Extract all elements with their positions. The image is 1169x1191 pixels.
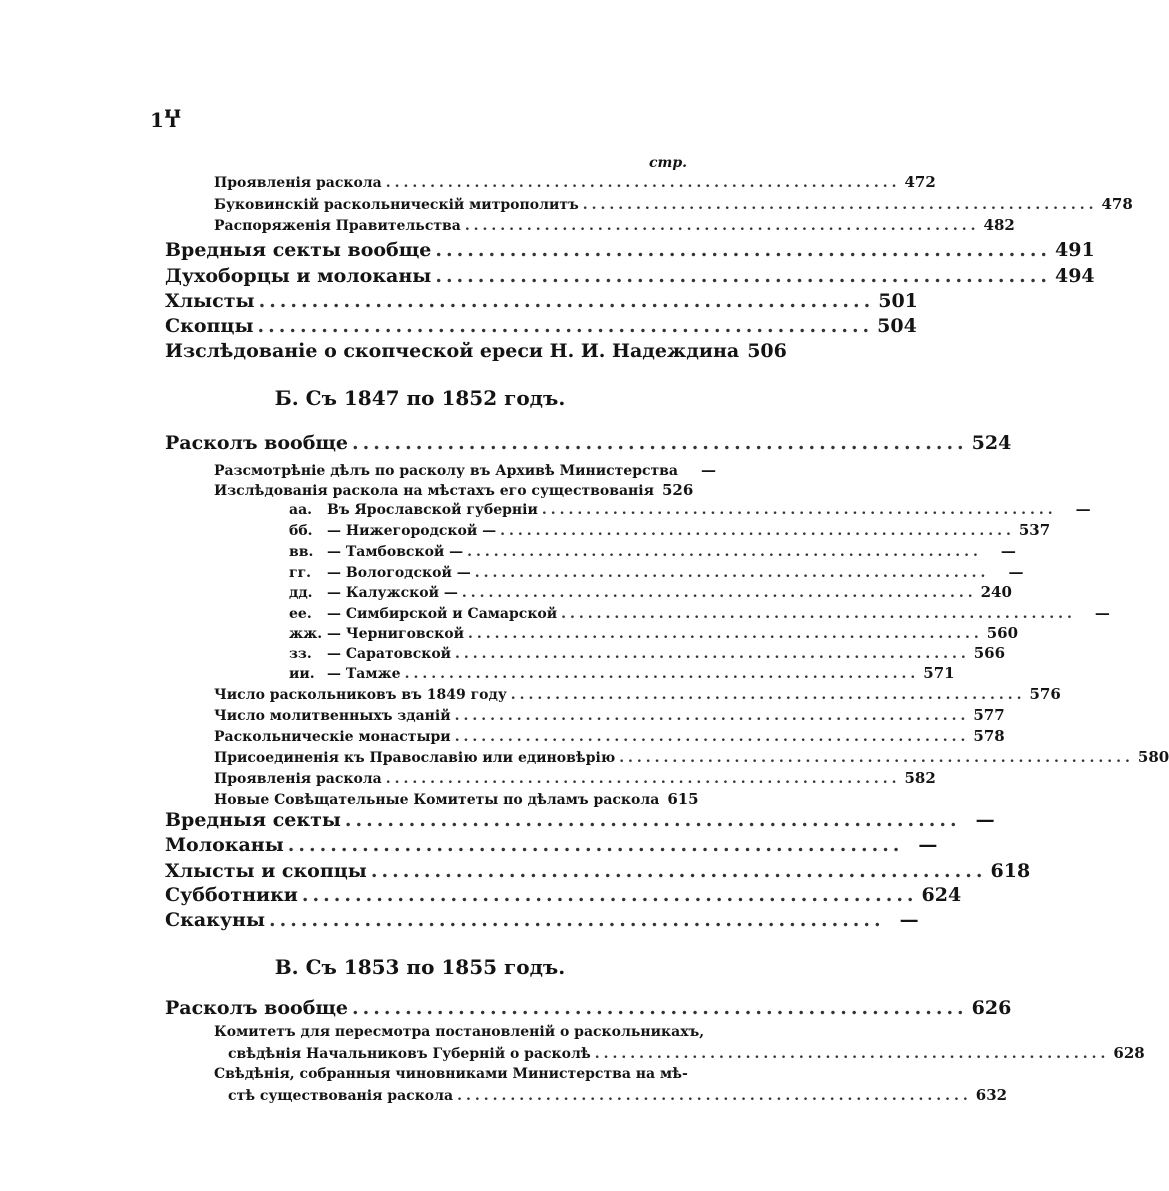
toc-entry-title: свѣдѣнія Начальниковъ Губерній о расколѣ bbox=[228, 1046, 591, 1062]
toc-entry-label: Хлысты bbox=[165, 290, 255, 312]
leader-dots: .......................................................... bbox=[385, 771, 901, 787]
toc-entry-title bbox=[165, 290, 255, 312]
toc-entry-title bbox=[214, 792, 659, 808]
toc-entry bbox=[165, 265, 1095, 287]
toc-entry bbox=[214, 727, 1005, 745]
toc-entry-code: ии. bbox=[289, 666, 315, 682]
leader-dots: .......................................................... bbox=[582, 197, 1098, 213]
toc-entry-title bbox=[289, 585, 458, 601]
toc-entry bbox=[165, 290, 918, 312]
toc-entry-label: — Черниговской bbox=[327, 626, 464, 642]
toc-entry-title bbox=[165, 909, 265, 931]
toc-entry-label: Субботники bbox=[165, 884, 298, 906]
toc-entry bbox=[228, 1044, 1145, 1062]
leader-dots: .......................................................... bbox=[561, 606, 1076, 622]
toc-entry-page: 501 bbox=[878, 290, 918, 312]
leader-dots: .......................................................... bbox=[352, 432, 968, 454]
toc-entry bbox=[165, 239, 1095, 261]
toc-entry-page: — bbox=[918, 834, 938, 856]
toc-entry-label: Число молитвенныхъ зданій bbox=[214, 708, 451, 724]
toc-entry bbox=[289, 521, 1051, 539]
leader-dots: .......................................................... bbox=[455, 646, 970, 662]
toc-entry-title bbox=[165, 340, 739, 362]
toc-entry-code: дд. bbox=[289, 585, 313, 601]
toc-entry-page: 560 bbox=[986, 624, 1019, 642]
toc-entry-page: 491 bbox=[1055, 239, 1095, 261]
toc-entry-page: 576 bbox=[1029, 685, 1061, 703]
toc-entry-label: Распоряженія Правительства bbox=[214, 218, 461, 234]
toc-entry-title bbox=[289, 565, 471, 581]
toc-entry-label: Проявленія раскола bbox=[214, 175, 382, 191]
toc-entry bbox=[214, 790, 699, 808]
toc-entry-page: 504 bbox=[877, 315, 917, 337]
toc-entry-title bbox=[289, 502, 538, 518]
toc-entry bbox=[165, 997, 1012, 1019]
leader-dots: .......................................................... bbox=[435, 265, 1051, 287]
toc-entry-page: — bbox=[1075, 500, 1091, 518]
toc-entry-label: — Тамбовской — bbox=[327, 544, 464, 560]
toc-entry-label: Хлысты и скопцы bbox=[165, 860, 367, 882]
toc-entry-page: 626 bbox=[971, 997, 1012, 1019]
leader-dots: .......................................................... bbox=[619, 750, 1134, 766]
toc-entry bbox=[165, 834, 938, 856]
toc-entry bbox=[289, 604, 1110, 622]
leader-dots: .......................................................... bbox=[404, 666, 920, 682]
toc-entry-page: 577 bbox=[973, 706, 1005, 724]
toc-entry-label: Скопцы bbox=[165, 315, 254, 337]
section-b-heading: Б. Съ 1847 по 1852 годъ. bbox=[274, 386, 566, 410]
toc-entry-title bbox=[165, 265, 431, 287]
toc-entry-code: аа. bbox=[289, 502, 313, 518]
leader-dots: .......................................................... bbox=[500, 523, 1015, 539]
toc-entry-label: — Тамже bbox=[327, 666, 401, 682]
toc-entry-label: Вредныя секты вообще bbox=[165, 239, 432, 261]
toc-entry-title bbox=[165, 884, 298, 906]
toc-entry-page: — bbox=[1094, 604, 1110, 622]
toc-entry bbox=[165, 315, 917, 337]
toc-entry-title bbox=[289, 544, 463, 560]
toc-entry-label: Раскольническіе монастыри bbox=[214, 729, 451, 745]
toc-entry-page: 472 bbox=[904, 173, 936, 191]
toc-entry-title bbox=[214, 197, 579, 213]
toc-entry-title bbox=[214, 750, 615, 766]
leader-dots: .......................................................... bbox=[370, 860, 987, 882]
toc-entry-title bbox=[214, 708, 451, 724]
section-v-heading: В. Съ 1853 по 1855 годъ. bbox=[274, 955, 566, 979]
toc-entry bbox=[289, 563, 1024, 581]
leader-dots: .......................................................... bbox=[461, 585, 977, 601]
toc-entry bbox=[214, 481, 694, 499]
toc-entry bbox=[165, 340, 787, 362]
toc-entry-page: 615 bbox=[667, 790, 699, 808]
toc-entry-title bbox=[214, 175, 382, 191]
leader-dots: .......................................................... bbox=[257, 315, 874, 337]
toc-entry-page: — bbox=[1008, 563, 1024, 581]
toc-entry-label: — Нижегородской — bbox=[327, 523, 497, 539]
toc-entry bbox=[214, 173, 936, 191]
toc-entry bbox=[214, 769, 936, 787]
toc-entry-code: ее. bbox=[289, 606, 312, 622]
toc-entry bbox=[214, 748, 1169, 766]
toc-entry-label: Проявленія раскола bbox=[214, 771, 382, 787]
leader-dots: .......................................................... bbox=[269, 909, 885, 931]
toc-entry-title: стѣ существованія раскола bbox=[228, 1088, 454, 1104]
leader-dots: .......................................................... bbox=[258, 290, 875, 312]
toc-entry bbox=[165, 909, 919, 931]
toc-entry-page: 566 bbox=[973, 644, 1006, 662]
toc-entry-page: 526 bbox=[661, 481, 694, 499]
toc-entry-label: Новые Совѣщательные Комитеты по дѣламъ раскола bbox=[214, 792, 660, 808]
toc-entry-page: 624 bbox=[921, 884, 962, 906]
toc-entry-label: Расколъ вообще bbox=[165, 432, 349, 454]
leader-dots: .......................................................... bbox=[352, 997, 968, 1019]
page-column-header: стр. bbox=[648, 155, 687, 171]
toc-entry-label: Буковинскій раскольническій митрополитъ bbox=[214, 197, 579, 213]
leader-dots: .......................................................... bbox=[454, 729, 970, 745]
toc-entry-title bbox=[214, 729, 451, 745]
toc-entry-title bbox=[165, 809, 341, 831]
toc-entry-page: 524 bbox=[971, 432, 1012, 454]
toc-entry-page: 494 bbox=[1054, 265, 1095, 287]
toc-entry bbox=[289, 583, 1012, 601]
toc-entry bbox=[289, 542, 1016, 560]
toc-entry-title bbox=[165, 239, 431, 261]
toc-entry-label: Скакуны bbox=[165, 909, 265, 931]
leader-dots: .......................................................... bbox=[467, 544, 982, 560]
toc-entry-title: Расколъ вообще bbox=[165, 997, 349, 1019]
toc-entry bbox=[165, 809, 995, 831]
leader-dots: .......................................................... bbox=[344, 809, 961, 831]
toc-entry-page: — bbox=[1000, 542, 1016, 560]
toc-entry bbox=[289, 644, 1006, 662]
leader-dots: .......................................................... bbox=[464, 218, 980, 234]
toc-entry-page: 478 bbox=[1101, 195, 1133, 213]
toc-entry-code: зз. bbox=[289, 646, 312, 662]
toc-entry-label: Число раскольниковъ въ 1849 году bbox=[214, 687, 507, 703]
toc-entry-page: — bbox=[899, 909, 919, 931]
leader-dots: .......................................................... bbox=[541, 502, 1057, 518]
toc-entry-title bbox=[165, 432, 348, 454]
toc-entry-page: 571 bbox=[923, 664, 955, 682]
toc-entry-page: 618 bbox=[990, 860, 1031, 882]
toc-entry bbox=[289, 624, 1019, 642]
toc-entry bbox=[214, 706, 1005, 724]
toc-entry-code: гг. bbox=[289, 565, 312, 581]
leader-dots: .......................................................... bbox=[301, 884, 918, 906]
toc-entry-title bbox=[165, 834, 284, 856]
leader-dots: .......................................................... bbox=[510, 687, 1026, 703]
toc-entry bbox=[289, 664, 955, 682]
toc-entry-label: — Вологодской — bbox=[327, 565, 471, 581]
leader-dots: .......................................................... bbox=[454, 708, 970, 724]
toc-entry-wrapped-line: Комитетъ для пересмотра постановленій о раскольникахъ, bbox=[214, 1024, 705, 1040]
toc-entry-page: 582 bbox=[904, 769, 936, 787]
leader-dots: .......................................................... bbox=[385, 175, 901, 191]
toc-entry bbox=[214, 685, 1061, 703]
toc-entry-page: 240 bbox=[980, 583, 1012, 601]
leader-dots: .......................................................... bbox=[594, 1046, 1110, 1062]
toc-entry-label: Изслѣдованіе о скопческой ереси Н. И. Надеждина bbox=[165, 340, 740, 362]
toc-entry-page: 632 bbox=[975, 1086, 1008, 1104]
toc-entry bbox=[165, 432, 1012, 454]
toc-entry-title bbox=[289, 626, 464, 642]
toc-entry-page: 482 bbox=[983, 216, 1015, 234]
toc-entry-label: Присоединенія къ Православію или единовѣрію bbox=[214, 750, 616, 766]
toc-entry-title bbox=[214, 483, 654, 499]
toc-entry-code: вв. bbox=[289, 544, 314, 560]
toc-entry-wrapped-line: Свѣдѣнія, собранныя чиновниками Министерства на мѣ- bbox=[214, 1066, 688, 1082]
toc-entry-page: 578 bbox=[973, 727, 1005, 745]
toc-entry-title bbox=[165, 860, 367, 882]
toc-entry-label: — Симбирской и Самарской bbox=[327, 606, 558, 622]
toc-entry-page: 537 bbox=[1018, 521, 1051, 539]
toc-entry-label: Духоборцы и молоканы bbox=[165, 265, 432, 287]
toc-entry-title bbox=[214, 218, 461, 234]
toc-entry-label: Молоканы bbox=[165, 834, 284, 856]
toc-entry bbox=[165, 884, 962, 906]
toc-entry-label: Вредныя секты bbox=[165, 809, 341, 831]
toc-entry-page: 580 bbox=[1137, 748, 1169, 766]
toc-entry-title bbox=[289, 646, 451, 662]
leader-dots: .......................................................... bbox=[435, 239, 1052, 261]
toc-entry-label: Изслѣдованія раскола на мѣстахъ его существованія bbox=[214, 483, 654, 499]
toc-entry-page: — bbox=[700, 461, 716, 479]
leader-dots: .......................................................... bbox=[474, 565, 990, 581]
toc-entry bbox=[214, 216, 1015, 234]
toc-entry-title bbox=[289, 523, 496, 539]
toc-entry-page: — bbox=[975, 809, 995, 831]
toc-entry-label: Въ Ярославской губерніи bbox=[327, 502, 538, 518]
toc-entry-title bbox=[214, 771, 382, 787]
toc-entry bbox=[289, 500, 1091, 518]
toc-entry-title bbox=[214, 463, 678, 479]
toc-entry-label: Разсмотрѣніе дѣлъ по расколу въ Архивѣ Министерства bbox=[214, 463, 678, 479]
toc-entry-page: 628 bbox=[1113, 1044, 1145, 1062]
toc-entry bbox=[165, 860, 1031, 882]
leader-dots: .......................................................... bbox=[468, 626, 983, 642]
toc-entry-code: бб. bbox=[289, 523, 313, 539]
toc-entry bbox=[214, 461, 716, 479]
toc-entry-label: — Саратовской bbox=[327, 646, 452, 662]
leader-dots: .......................................................... bbox=[287, 834, 904, 856]
toc-entry-page: 506 bbox=[747, 340, 787, 362]
toc-entry-code: жж. bbox=[289, 626, 323, 642]
toc-entry bbox=[228, 1086, 1008, 1104]
toc-entry-label: — Калужской — bbox=[327, 585, 458, 601]
toc-entry bbox=[214, 195, 1133, 213]
page-number: 1Ⴤ bbox=[150, 108, 182, 132]
leader-dots: .......................................................... bbox=[457, 1088, 972, 1104]
toc-entry-title bbox=[214, 687, 507, 703]
toc-entry-title bbox=[165, 315, 254, 337]
toc-entry-title bbox=[289, 606, 557, 622]
toc-entry-title bbox=[289, 666, 401, 682]
